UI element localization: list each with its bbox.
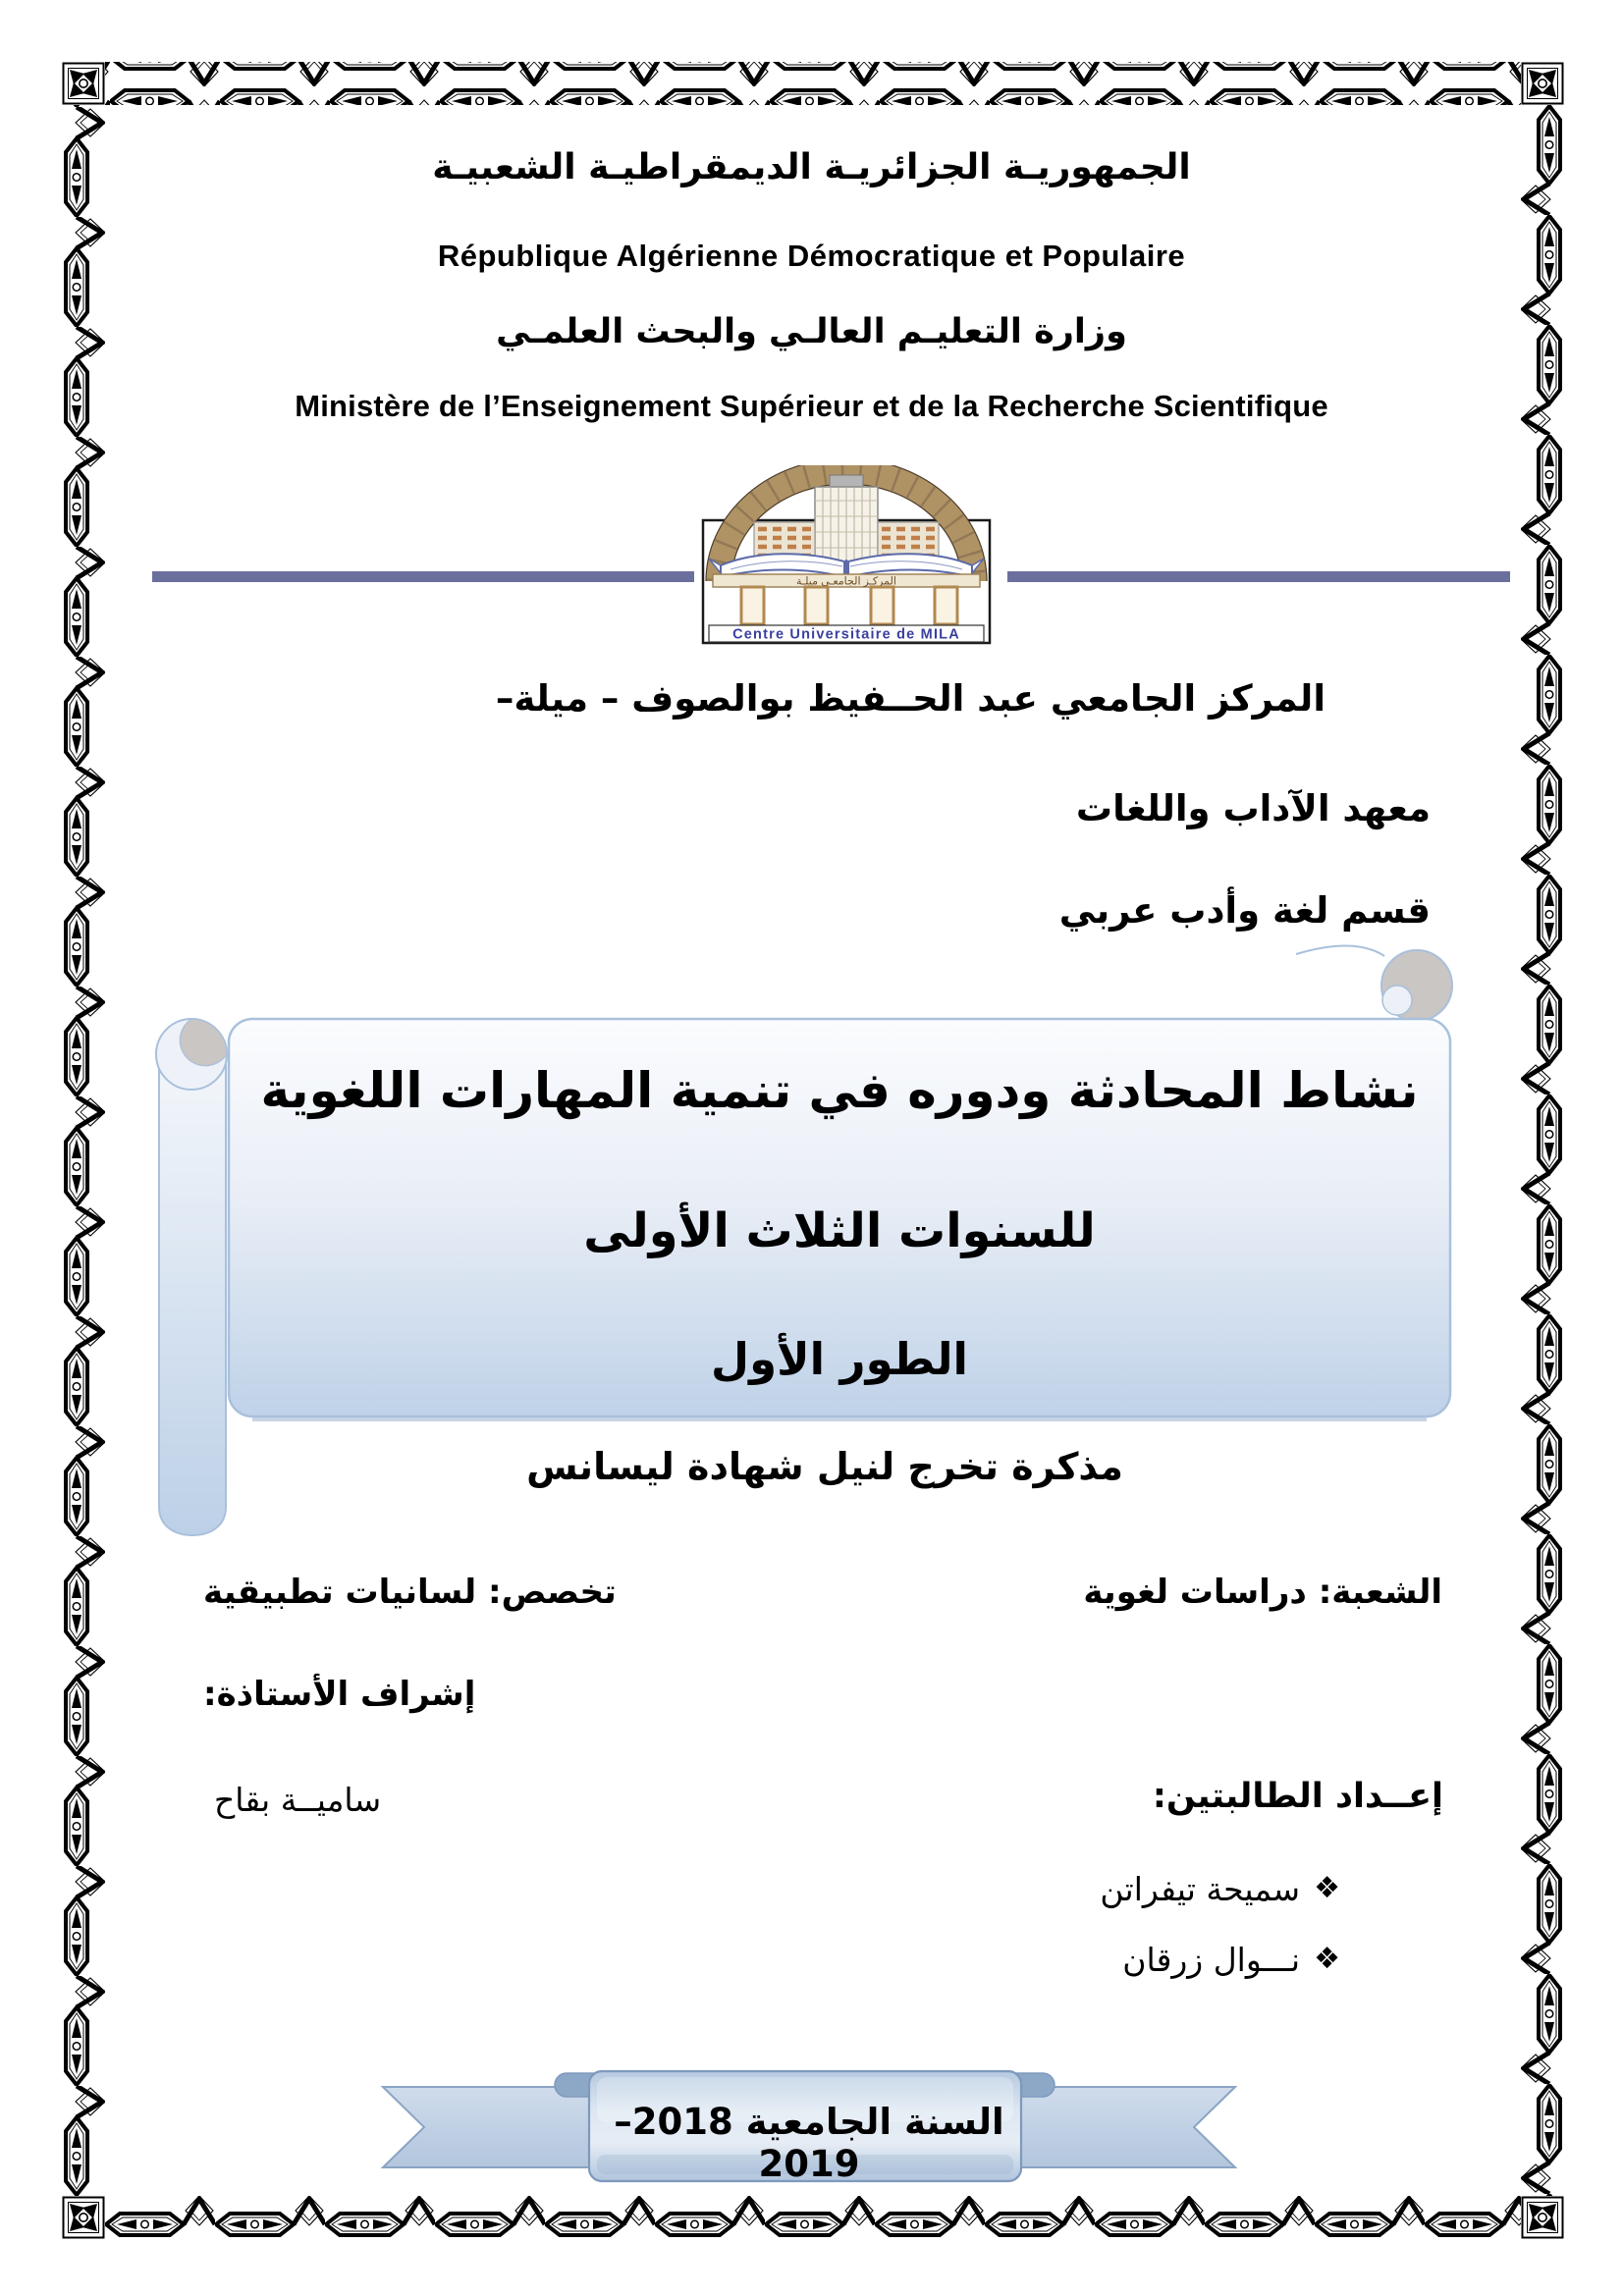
- thesis-title-line1: نشاط المحادثة ودوره في تنمية المهارات اللغوية: [260, 1062, 1419, 1119]
- diamond-bullet-icon: ❖: [1314, 1871, 1340, 1905]
- department-name: قسم لغة وأدب عربي: [1058, 889, 1431, 932]
- supervision-label: إشراف الأستاذة:: [203, 1675, 476, 1714]
- diamond-bullet-icon: ❖: [1314, 1942, 1340, 1976]
- republic-name-french: République Algérienne Démocratique et Populaire: [437, 239, 1186, 273]
- students-list: [1100, 1865, 1340, 2006]
- republic-name-arabic: الجمهوريـة الجزائريـة الديمقراطيـة الشعبيـة: [432, 147, 1191, 187]
- left-rule: [152, 571, 694, 582]
- right-rule: [1007, 571, 1510, 582]
- student-item: [1100, 1936, 1340, 1983]
- university-center-name: المركز الجامعي عبد الحــفيظ بوالصوف – ميلة–: [495, 677, 1325, 720]
- supervisor-name: ساميــة بقاح: [214, 1781, 382, 1819]
- ministry-name-arabic: وزارة التعليـم العالـي والبحث العلمـي: [496, 312, 1127, 351]
- student-item: [1100, 1865, 1340, 1912]
- academic-year-text: السنة الجامعية 2018–2019: [614, 2101, 1004, 2185]
- thesis-title-line3: الطور الأول: [711, 1333, 968, 1385]
- student-name: نـــوال زرقان: [1122, 1940, 1301, 1979]
- logo-book-text: المركـز الجامعـي ميلـة: [796, 575, 896, 588]
- ministry-name-french: Ministère de l’Enseignement Supérieur et de la Recherche Scientifique: [295, 389, 1328, 423]
- specialty-field: تخصص: لسانيات تطبيقية: [203, 1573, 617, 1612]
- student-name: سميحة تيفراتن: [1100, 1869, 1301, 1908]
- prepared-by-label: إعــداد الطالبتين:: [1152, 1777, 1443, 1816]
- university-logo: [699, 465, 994, 647]
- institute-name: معهد الآداب واللغات: [1075, 787, 1431, 829]
- branch-field: الشعبة: دراسات لغوية: [1083, 1573, 1442, 1612]
- thesis-title-line2: للسنوات الثلاث الأولى: [583, 1203, 1096, 1258]
- logo-caption: Centre Universitaire de MILA: [732, 626, 960, 643]
- memo-type-line: مذكرة تخرج لنيل شهادة ليسانس: [526, 1445, 1123, 1488]
